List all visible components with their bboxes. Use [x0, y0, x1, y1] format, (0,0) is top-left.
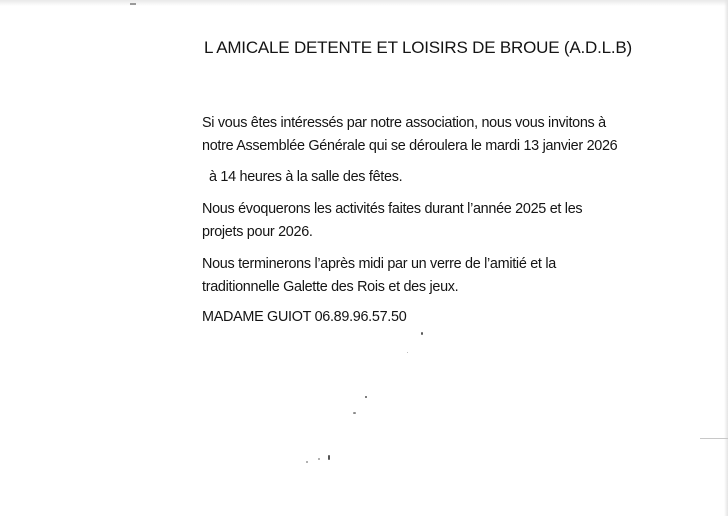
- scan-speck: [407, 352, 408, 353]
- activities-paragraph: [202, 198, 582, 244]
- document-title: L AMICALE DETENTE ET LOISIRS DE BROUE (A.D.L.B): [204, 38, 632, 57]
- activities-line-1: Nous évoquerons les activités faites durant l’année 2025 et les: [202, 201, 583, 217]
- time-location-line: à 14 heures à la salle des fêtes.: [209, 169, 403, 185]
- closing-line-2: traditionnelle Galette des Rois et des jeux.: [202, 279, 459, 295]
- scan-speck: [328, 455, 330, 460]
- scan-speck: [365, 396, 367, 398]
- invitation-line-1: Si vous êtes intéressés par notre association, nous vous invitons à: [202, 115, 606, 131]
- invitation-line-2: notre Assemblée Générale qui se déroulera le mardi 13 janvier 2026: [202, 138, 618, 154]
- activities-line-2: projets pour 2026.: [202, 224, 313, 240]
- scan-speck: [318, 458, 320, 460]
- scan-speck: [353, 412, 356, 414]
- scan-line: [700, 438, 728, 439]
- scan-speck: [306, 461, 308, 463]
- closing-paragraph: [202, 253, 556, 299]
- closing-line-1: Nous terminerons l’après midi par un verre de l’amitié et la: [202, 256, 556, 272]
- scan-mark: [130, 3, 136, 5]
- contact-line: MADAME GUIOT 06.89.96.57.50: [202, 309, 407, 325]
- scan-speck: [421, 332, 423, 335]
- scan-edge-top: [0, 0, 728, 6]
- invitation-paragraph: [202, 112, 617, 158]
